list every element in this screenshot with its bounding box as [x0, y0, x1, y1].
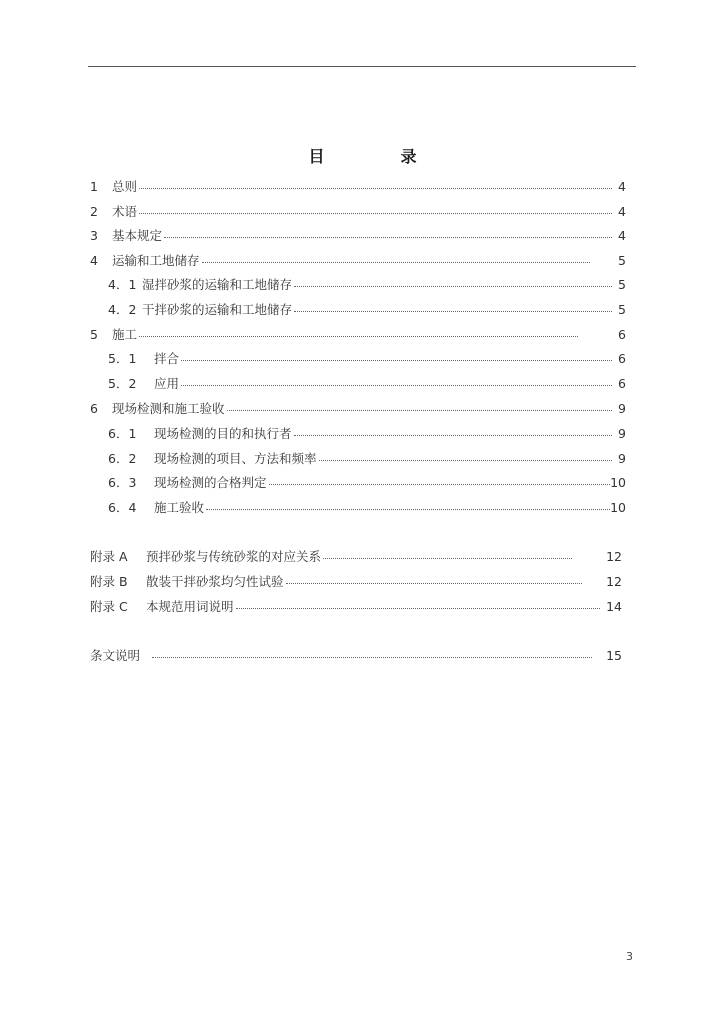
toc-number: 6．4: [108, 500, 137, 515]
toc-number: 2: [90, 203, 98, 219]
toc-number: 4: [90, 252, 98, 268]
toc-entry[interactable]: [108, 499, 626, 515]
toc-leader: [152, 647, 592, 658]
toc-number: 4．1: [108, 277, 137, 292]
appendix-entry[interactable]: [90, 598, 622, 614]
toc-entry[interactable]: [90, 227, 626, 243]
appendix-label: 散装干拌砂浆均匀性试验: [146, 574, 284, 589]
toc-entry[interactable]: [90, 178, 626, 194]
appendix-page: 14: [606, 598, 622, 614]
toc-entry[interactable]: [108, 350, 626, 366]
toc-label: 现场检测的项目、方法和频率: [154, 451, 317, 466]
toc-label: 应用: [154, 376, 180, 391]
toc-number: 5．2: [108, 376, 137, 391]
toc-leader: [227, 400, 612, 411]
toc-label: 术语: [112, 204, 138, 219]
toc-number: 6．1: [108, 426, 137, 441]
toc-entry[interactable]: [108, 276, 626, 292]
toc-label: 运输和工地储存: [112, 253, 200, 268]
appendix-number: 附录 C: [90, 599, 128, 614]
appendix-entry[interactable]: [90, 548, 622, 564]
toc-leader: [181, 375, 612, 386]
toc-page: 4: [618, 227, 626, 243]
toc-entry[interactable]: [108, 474, 626, 490]
toc-page: 5: [618, 252, 626, 268]
toc-leader: [294, 276, 612, 287]
toc-entry[interactable]: [108, 301, 626, 317]
toc-leader: [236, 598, 601, 609]
toc-page: 9: [618, 450, 626, 466]
toc-entry[interactable]: [90, 326, 626, 342]
header-rule: [88, 66, 636, 67]
toc-leader: [164, 227, 612, 238]
toc-leader: [323, 548, 572, 559]
toc-leader: [286, 573, 583, 584]
toc-page: 10: [610, 499, 626, 515]
toc-number: 5．1: [108, 351, 137, 366]
toc-entry[interactable]: [108, 450, 626, 466]
toc-label: 基本规定: [112, 228, 163, 243]
toc-label: 施工验收: [154, 500, 205, 515]
toc-label: 现场检测和施工验收: [112, 401, 225, 416]
toc-label: 施工: [112, 327, 138, 342]
toc-entry[interactable]: [90, 252, 626, 268]
toc-entry[interactable]: [108, 425, 626, 441]
appendix-entry[interactable]: [90, 573, 622, 589]
toc-page: 6: [618, 375, 626, 391]
toc-entry[interactable]: [108, 375, 626, 391]
toc-page: 9: [618, 425, 626, 441]
toc-leader: [202, 252, 590, 263]
toc-entry[interactable]: [90, 400, 626, 416]
toc-leader: [294, 301, 612, 312]
title-char-left: 目: [308, 147, 325, 166]
toc-entry[interactable]: [90, 203, 626, 219]
toc-leader: [139, 326, 578, 337]
toc-page: 5: [618, 301, 626, 317]
toc-number: 3: [90, 227, 98, 243]
toc-label: 总则: [112, 179, 138, 194]
toc-label: 拌合: [154, 351, 180, 366]
toc-number: 6．2: [108, 451, 137, 466]
toc-number: 5: [90, 326, 98, 342]
appendix-label: 预拌砂浆与传统砂浆的对应关系: [146, 549, 322, 564]
appendix-page: 12: [606, 573, 622, 589]
toc-label: 湿拌砂浆的运输和工地储存: [142, 277, 293, 292]
toc-leader: [294, 425, 612, 436]
toc-number: 4．2: [108, 302, 137, 317]
appendix-label: 本规范用词说明: [146, 599, 234, 614]
appendix-page: 12: [606, 548, 622, 564]
toc-page: 6: [618, 350, 626, 366]
toc-number: 6．3: [108, 475, 137, 490]
toc-label: 干拌砂浆的运输和工地储存: [142, 302, 293, 317]
toc-page: 4: [618, 178, 626, 194]
toc-label: 现场检测的目的和执行者: [154, 426, 292, 441]
title-char-right: 录: [400, 147, 417, 166]
page-title: [0, 144, 725, 167]
explanation-label: 条文说明: [90, 648, 141, 663]
toc-page: 10: [610, 474, 626, 490]
toc-leader: [139, 178, 612, 189]
toc-number: 6: [90, 400, 98, 416]
page-number: 3: [626, 950, 633, 963]
toc-leader: [181, 350, 612, 361]
toc-leader: [269, 474, 611, 485]
toc-page: 6: [618, 326, 626, 342]
toc-page: 5: [618, 276, 626, 292]
toc-leader: [139, 203, 612, 214]
toc-label: 现场检测的合格判定: [154, 475, 267, 490]
toc-leader: [206, 499, 610, 510]
toc-page: 9: [618, 400, 626, 416]
toc-number: 1: [90, 178, 98, 194]
explanation-page: 15: [606, 647, 622, 663]
appendix-number: 附录 B: [90, 574, 128, 589]
toc-leader: [319, 450, 612, 461]
appendix-number: 附录 A: [90, 549, 128, 564]
toc-page: 4: [618, 203, 626, 219]
explanation-entry[interactable]: [90, 647, 622, 663]
